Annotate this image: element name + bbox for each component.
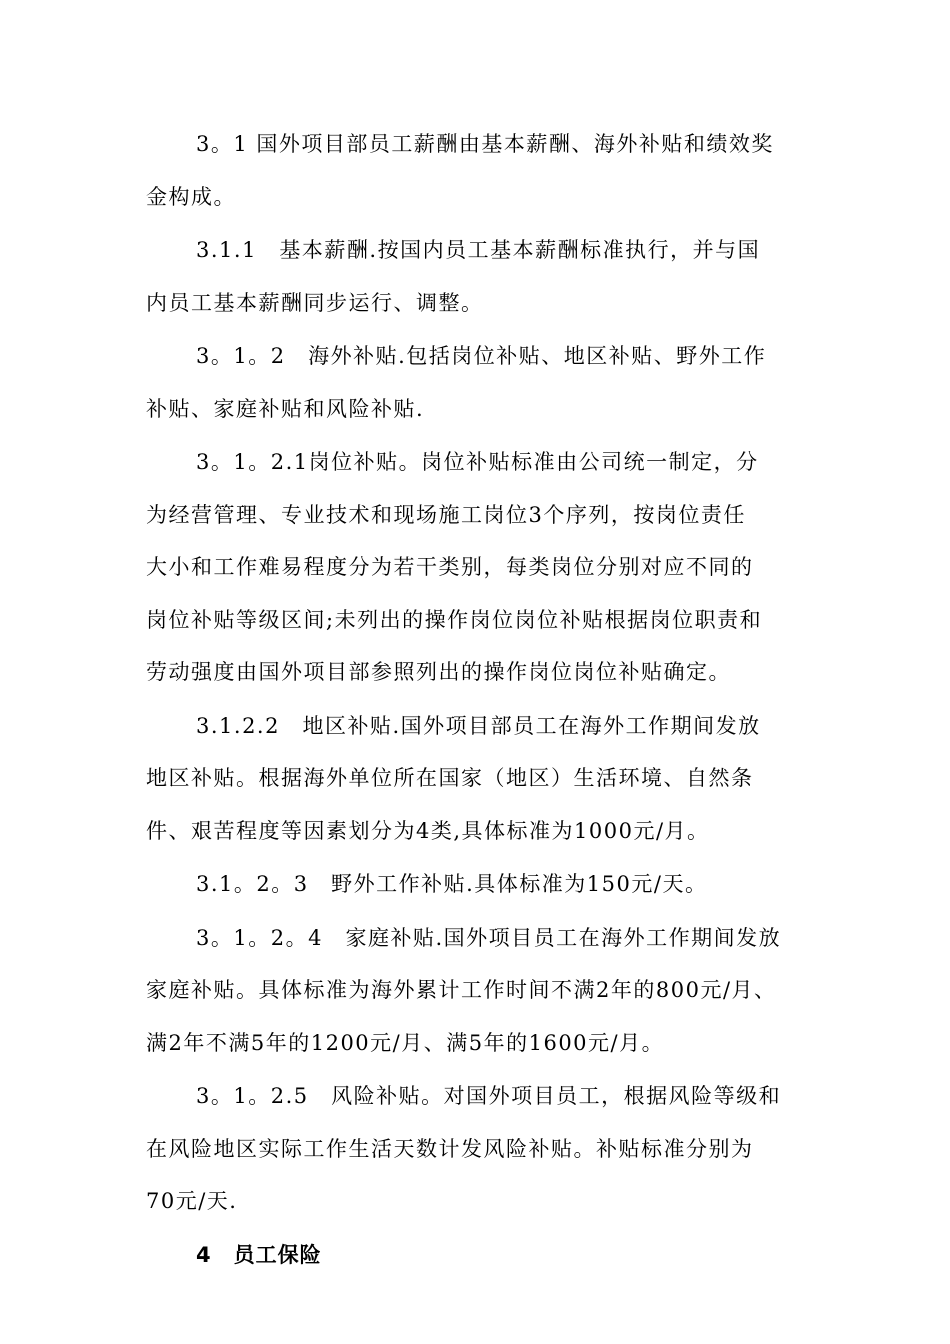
paragraph-line: 3。1。2.5 风险补贴。对国外项目员工，根据风险等级和 bbox=[196, 1084, 782, 1108]
paragraph-line: 家庭补贴。具体标准为海外累计工作时间不满2年的800元/月、 bbox=[146, 978, 777, 1002]
paragraph-line: 3。1。2。4 家庭补贴.国外项目员工在海外工作期间发放 bbox=[196, 925, 782, 950]
paragraph-line: 大小和工作难易程度分为若干类别，每类岗位分别对应不同的 bbox=[146, 555, 754, 579]
paragraph-3-1-2-2 bbox=[146, 700, 812, 858]
paragraph-3-1-2-4 bbox=[146, 912, 812, 1070]
paragraph-line: 3.1。2。3 野外工作补贴.具体标准为150元/天。 bbox=[196, 872, 708, 896]
paragraph-3-1-2-5 bbox=[146, 1070, 812, 1228]
paragraph-3-1-2-3 bbox=[146, 858, 812, 911]
paragraph-line: 3。1 国外项目部员工薪酬由基本薪酬、海外补贴和绩效奖 bbox=[196, 132, 774, 156]
paragraph-line: 3.1.2.2 地区补贴.国外项目部员工在海外工作期间发放 bbox=[196, 713, 761, 738]
paragraph-line: 件、艰苦程度等因素划分为4类,具体标准为1000元/月。 bbox=[146, 818, 710, 843]
paragraph-line: 地区补贴。根据海外单位所在国家（地区）生活环境、自然条 bbox=[146, 766, 754, 790]
paragraph-line: 岗位补贴等级区间;未列出的操作岗位岗位补贴根据岗位职责和 bbox=[146, 607, 763, 632]
paragraph-3-1-2-1 bbox=[146, 436, 812, 699]
paragraph-line: 3。1。2.1岗位补贴。岗位补贴标准由公司统一制定，分 bbox=[196, 450, 759, 474]
document-page bbox=[146, 118, 812, 1281]
paragraph-line: 补贴、家庭补贴和风险补贴. bbox=[146, 396, 425, 421]
paragraph-line: 在风险地区实际工作生活天数计发风险补贴。补贴标准分别为 bbox=[146, 1136, 754, 1161]
paragraph-line: 内员工基本薪酬同步运行、调整。 bbox=[146, 290, 484, 315]
paragraph-line: 3.1.1 基本薪酬.按国内员工基本薪酬标准执行，并与国 bbox=[196, 238, 761, 262]
paragraph-line: 3。1。2 海外补贴.包括岗位补贴、地区补贴、野外工作 bbox=[196, 344, 767, 368]
paragraph-3-1 bbox=[146, 118, 812, 223]
paragraph-line: 为经营管理、专业技术和现场施工岗位3个序列，按岗位责任 bbox=[146, 502, 746, 527]
paragraph-3-1-1 bbox=[146, 224, 812, 329]
paragraph-3-1-2 bbox=[146, 330, 812, 435]
paragraph-line: 劳动强度由国外项目部参照列出的操作岗位岗位补贴确定。 bbox=[146, 660, 731, 684]
paragraph-line: 金构成。 bbox=[146, 184, 236, 209]
paragraph-line: 70元/天. bbox=[146, 1189, 238, 1213]
section-heading: 4 员工保险 bbox=[196, 1242, 322, 1267]
paragraph-line: 满2年不满5年的1200元/月、满5年的1600元/月。 bbox=[146, 1030, 665, 1055]
